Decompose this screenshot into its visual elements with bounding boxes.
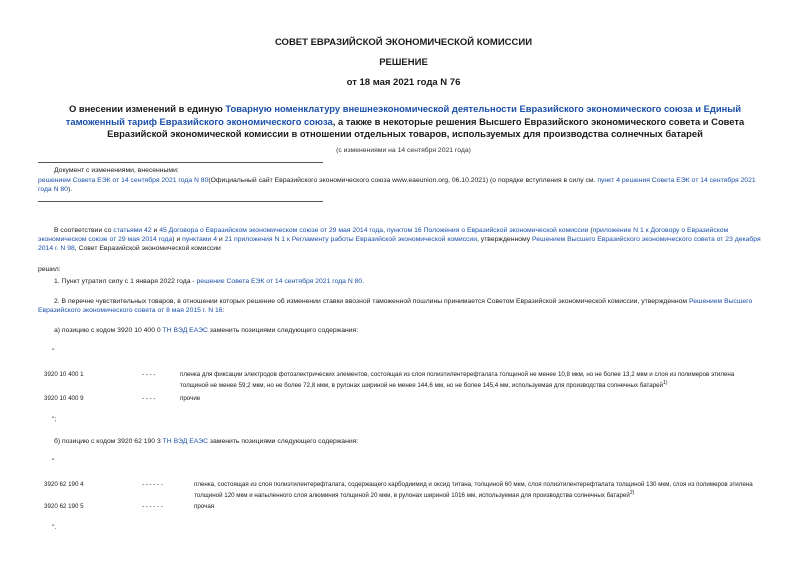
quote-open-a: " (52, 348, 55, 355)
divider-top (38, 162, 323, 163)
preamble-text: ( (588, 227, 593, 234)
footnote-mark: 1) (663, 380, 668, 387)
doc-date: от 18 мая 2021 года N 76 (346, 77, 461, 88)
subitem-a-end: заменить позициями следующего содержания: (207, 327, 359, 334)
preamble-text: , Совет Евразийской экономической комиссии (74, 245, 221, 253)
table-cell-code: 3920 10 400 1 (44, 371, 84, 378)
preamble-text: , (383, 227, 387, 234)
table-cell-code: 3920 62 190 5 (44, 503, 84, 510)
row-b1-desc: пленка, состоящая из слоя полиэтилентерефталата, содержащего карбодиимид и оксид титана, толщиной 60 мкм, слоя полиэтилентерефталата толщиной 130 мкм, слоя из полимеров этилена толщиной 120 мкм и напыленного слоя алюминия толщиной 20 мкм, в рулонах шириной 1016 мм, используемая для производства солнечных батарей (194, 481, 753, 500)
preamble-link-items4[interactable]: пунктами 4 (182, 236, 217, 244)
divider-bottom (38, 201, 323, 202)
table-cell-code: 3920 10 400 9 (44, 395, 84, 402)
table-cell-code: 3920 62 190 4 (44, 481, 84, 488)
amendment-text-2: ). (67, 186, 73, 194)
preamble-link-decision98[interactable]: Решением Высшего Евразийского экономического совета от 23 декабря 2014 г. N 98 (38, 236, 761, 253)
item-1 (38, 277, 770, 286)
item-2-text: 2. В перечне чувствительных товаров, в отношении которых решение об изменении ставки ввозной таможенной пошлины принимается Советом Евразийской экономической комиссии, утвержденном (54, 298, 689, 305)
changes-note: (с изменениями на 14 сентября 2021 года) (336, 147, 471, 154)
quote-close-a: "; (52, 416, 57, 423)
amendments-body (38, 176, 770, 194)
doc-type: РЕШЕНИЕ (379, 57, 428, 68)
item-1-link[interactable]: решение Совета ЕЭК от 14 сентября 2021 года N 80 (196, 278, 363, 285)
table-cell-desc: прочие (180, 395, 201, 402)
preamble-link-regulation[interactable]: пунктом 16 Положения о Евразийской экономической комиссии (386, 227, 589, 234)
subitem-b-link[interactable]: ТН ВЭД ЕАЭС (162, 438, 209, 445)
subitem-a-text: а) позицию с кодом 3920 10 400 0 (54, 327, 163, 334)
preamble-text: и (151, 227, 160, 234)
table-cell-dash: - - - - (142, 371, 156, 378)
preamble-link-annex1[interactable]: приложение N 1 к Договору о Евразийском экономическом союзе от 29 мая 2014 года (38, 227, 729, 244)
preamble-text: В соответствии со (54, 227, 114, 234)
table-cell-desc: прочая (194, 503, 215, 510)
amendment-link-1[interactable]: решением Совета ЕЭК от 14 сентября 2021 года N 80 (38, 177, 209, 184)
preamble-text: ) и (172, 236, 183, 244)
preamble-link-rules[interactable]: 21 приложения N 1 к Регламенту работы Евразийской экономической комиссии (224, 236, 478, 244)
amendment-link-2[interactable]: пункт 4 решения Совета ЕЭК от 14 сентября 2021 года N 80 (38, 177, 756, 194)
preamble-text: , утвержденному (477, 236, 533, 244)
subitem-a (38, 326, 770, 335)
item-2-end: : (222, 307, 225, 315)
table-cell-desc (180, 371, 762, 390)
subitem-a-link[interactable]: ТН ВЭД ЕАЭС (162, 327, 208, 334)
preamble-link-art42[interactable]: статьями 42 (113, 227, 152, 234)
item-1-text: 1. Пункт утратил силу с 1 января 2022 года - (54, 278, 197, 285)
amendments-heading: Документ с изменениями, внесенными: (54, 167, 179, 174)
footnote-mark: 2) (629, 490, 635, 497)
item-2 (38, 297, 770, 315)
table-cell-desc (194, 481, 764, 500)
table-cell-dash: - - - - - - (142, 481, 163, 488)
org-name: СОВЕТ ЕВРАЗИЙСКОЙ ЭКОНОМИЧЕСКОЙ КОМИССИИ (274, 37, 533, 48)
table-cell-dash: - - - - (142, 395, 156, 402)
preamble-link-treaty[interactable]: 45 Договора о Евразийском экономическом союзе от 29 мая 2014 года (159, 227, 384, 234)
preamble-text: и (216, 236, 225, 244)
preamble (38, 226, 770, 254)
table-cell-dash: - - - - - - (142, 503, 163, 510)
subitem-b-end: заменить позициями следующего содержания: (208, 438, 359, 445)
subitem-b (38, 437, 770, 446)
quote-open-b: " (52, 458, 55, 465)
item-2-link[interactable]: Решением Высшего Евразийского экономического совета от 8 мая 2015 г. N 16 (38, 298, 753, 315)
doc-title (60, 103, 750, 141)
item-1-end: . (362, 278, 365, 285)
decided-label: решил: (38, 266, 61, 273)
subitem-b-text: б) позицию с кодом 3920 62 190 3 (54, 438, 163, 445)
quote-close-b: ". (52, 524, 57, 531)
title-link[interactable]: Товарную номенклатуру внешнеэкономической деятельности Евразийского экономического союза и Единый таможенный тариф Евразийского экономического союза (65, 103, 742, 127)
row-a1-desc: пленка для фиксации электродов фотоэлектрических элементов, состоящая из слоя полиэтилентерефталата толщиной не менее 10,8 мкм, но не более 13,2 мкм и слоя из полимеров этилена толщиной не менее 59,2 мкм, но не более 72,8 мкм, в рулонах шириной не менее 144,6 мм, но не более 145,4 мм, используемая для производства солнечных батарей (180, 371, 735, 390)
amendment-text-1: (Официальный сайт Евразийского экономического союза www.eaeunion.org, 06.10.2021) (о порядке вступления в силу см. (208, 177, 598, 184)
title-part1: О внесении изменений в единую (68, 103, 226, 114)
title-part2: , а также в некоторые решения Высшего Евразийского экономического совета и Совета Евразийской экономической комиссии в отношении отдельных товаров, используемых для производства солнечных батарей (107, 115, 745, 139)
